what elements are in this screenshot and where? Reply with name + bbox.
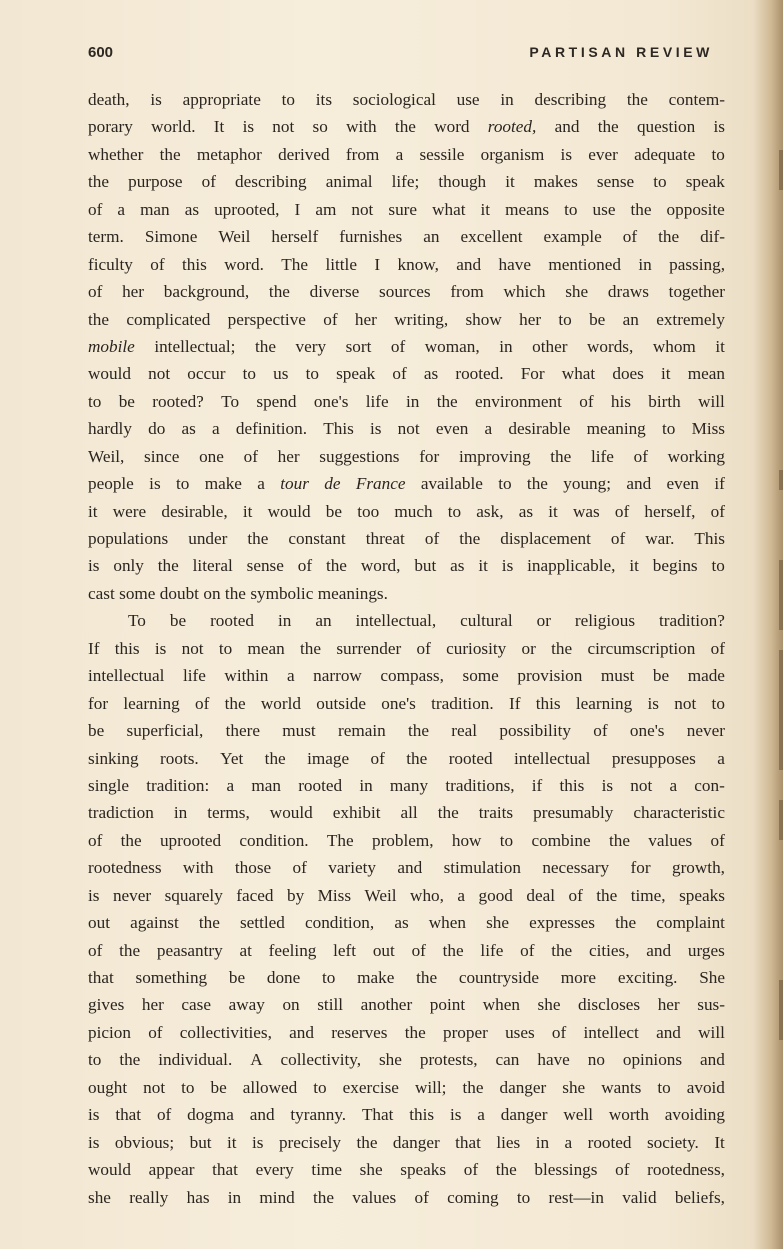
text-line: ought not to be allowed to exercise will; the danger she wants to avoid	[88, 1077, 725, 1097]
text-line: hardly do as a definition. This is not even a desirable meaning to Miss	[88, 419, 725, 439]
paragraph	[88, 607, 725, 1211]
text-line: is never squarely faced by Miss Weil who, a good deal of the time, speaks	[88, 885, 725, 905]
text-line: for learning of the world outside one's tradition. If this learning is not to	[88, 693, 725, 713]
text-line: gives her case away on still another point when she discloses her sus-	[88, 995, 725, 1015]
text-line: would not occur to us to speak of as rooted. For what does it mean	[88, 364, 725, 384]
text-line: the purpose of describing animal life; though it makes sense to speak	[88, 172, 725, 192]
text-line: is obvious; but it is precisely the danger that lies in a rooted society. It	[88, 1132, 725, 1152]
text-line: is only the literal sense of the word, but as it is inapplicable, it begins to	[88, 556, 725, 576]
text-line: to be rooted? To spend one's life in the environment of his birth will	[88, 391, 725, 411]
gutter-marks	[777, 0, 783, 1249]
text-line: death, is appropriate to its sociological use in describing the contem-	[88, 90, 725, 109]
text-line: people is to make a tour de France available to the young; and even if	[88, 474, 725, 494]
text-line: out against the settled condition, as when she expresses the complaint	[88, 913, 725, 933]
text-line: rootedness with those of variety and stimulation necessary for growth,	[88, 858, 725, 878]
text-line: ficulty of this word. The little I know, and have mentioned in passing,	[88, 254, 725, 274]
text-line: be superficial, there must remain the real possibility of one's never	[88, 721, 725, 741]
journal-title: PARTISAN REVIEW	[529, 44, 713, 60]
text-line: she really has in mind the values of coming to rest—in valid beliefs,	[88, 1187, 725, 1207]
text-line: that something be done to make the countryside more exciting. She	[88, 968, 725, 987]
text-line: the complicated perspective of her writing, show her to be an extremely	[88, 309, 725, 329]
text-line: sinking roots. Yet the image of the rooted intellectual presupposes a	[88, 748, 725, 768]
text-line: populations under the constant threat of the displacement of war. This	[88, 529, 725, 548]
text-line: mobile intellectual; the very sort of woman, in other words, whom it	[88, 336, 725, 356]
text-line: porary world. It is not so with the word rooted, and the question is	[88, 117, 725, 137]
page-number: 600	[88, 44, 114, 61]
text-line: is that of dogma and tyranny. That this is a danger well worth avoiding	[88, 1105, 725, 1125]
text-line: of the peasantry at feeling left out of the life of the cities, and urges	[88, 940, 725, 960]
text-line: tradiction in terms, would exhibit all the traits presumably characteristic	[88, 803, 725, 823]
text-line: Weil, since one of her suggestions for improving the life of working	[88, 446, 725, 466]
paragraph	[88, 86, 725, 607]
running-head	[88, 44, 713, 68]
text-line: of the uprooted condition. The problem, how to combine the values of	[88, 830, 725, 850]
text-line: To be rooted in an intellectual, cultural or religious tradition?	[128, 611, 725, 631]
text-line: term. Simone Weil herself furnishes an excellent example of the dif-	[88, 227, 725, 247]
text-line: to the individual. A collectivity, she protests, can have no opinions and	[88, 1050, 725, 1070]
text-line: whether the metaphor derived from a sessile organism is ever adequate to	[88, 144, 725, 164]
text-line: of her background, the diverse sources from which she draws together	[88, 282, 725, 302]
text-line: would appear that every time she speaks of the blessings of rootedness,	[88, 1160, 725, 1180]
text-line: cast some doubt on the symbolic meanings.	[88, 583, 388, 603]
body-text	[88, 86, 725, 1211]
text-line: picion of collectivities, and reserves the proper uses of intellect and will	[88, 1022, 725, 1042]
text-line: it were desirable, it would be too much to ask, as it was of herself, of	[88, 501, 725, 521]
text-line: single tradition: a man rooted in many traditions, if this is not a con-	[88, 775, 725, 795]
text-line: intellectual life within a narrow compass, some provision must be made	[88, 666, 725, 686]
text-line: If this is not to mean the surrender of curiosity or the circumscription of	[88, 638, 725, 658]
text-line: of a man as uprooted, I am not sure what it means to use the opposite	[88, 199, 725, 219]
